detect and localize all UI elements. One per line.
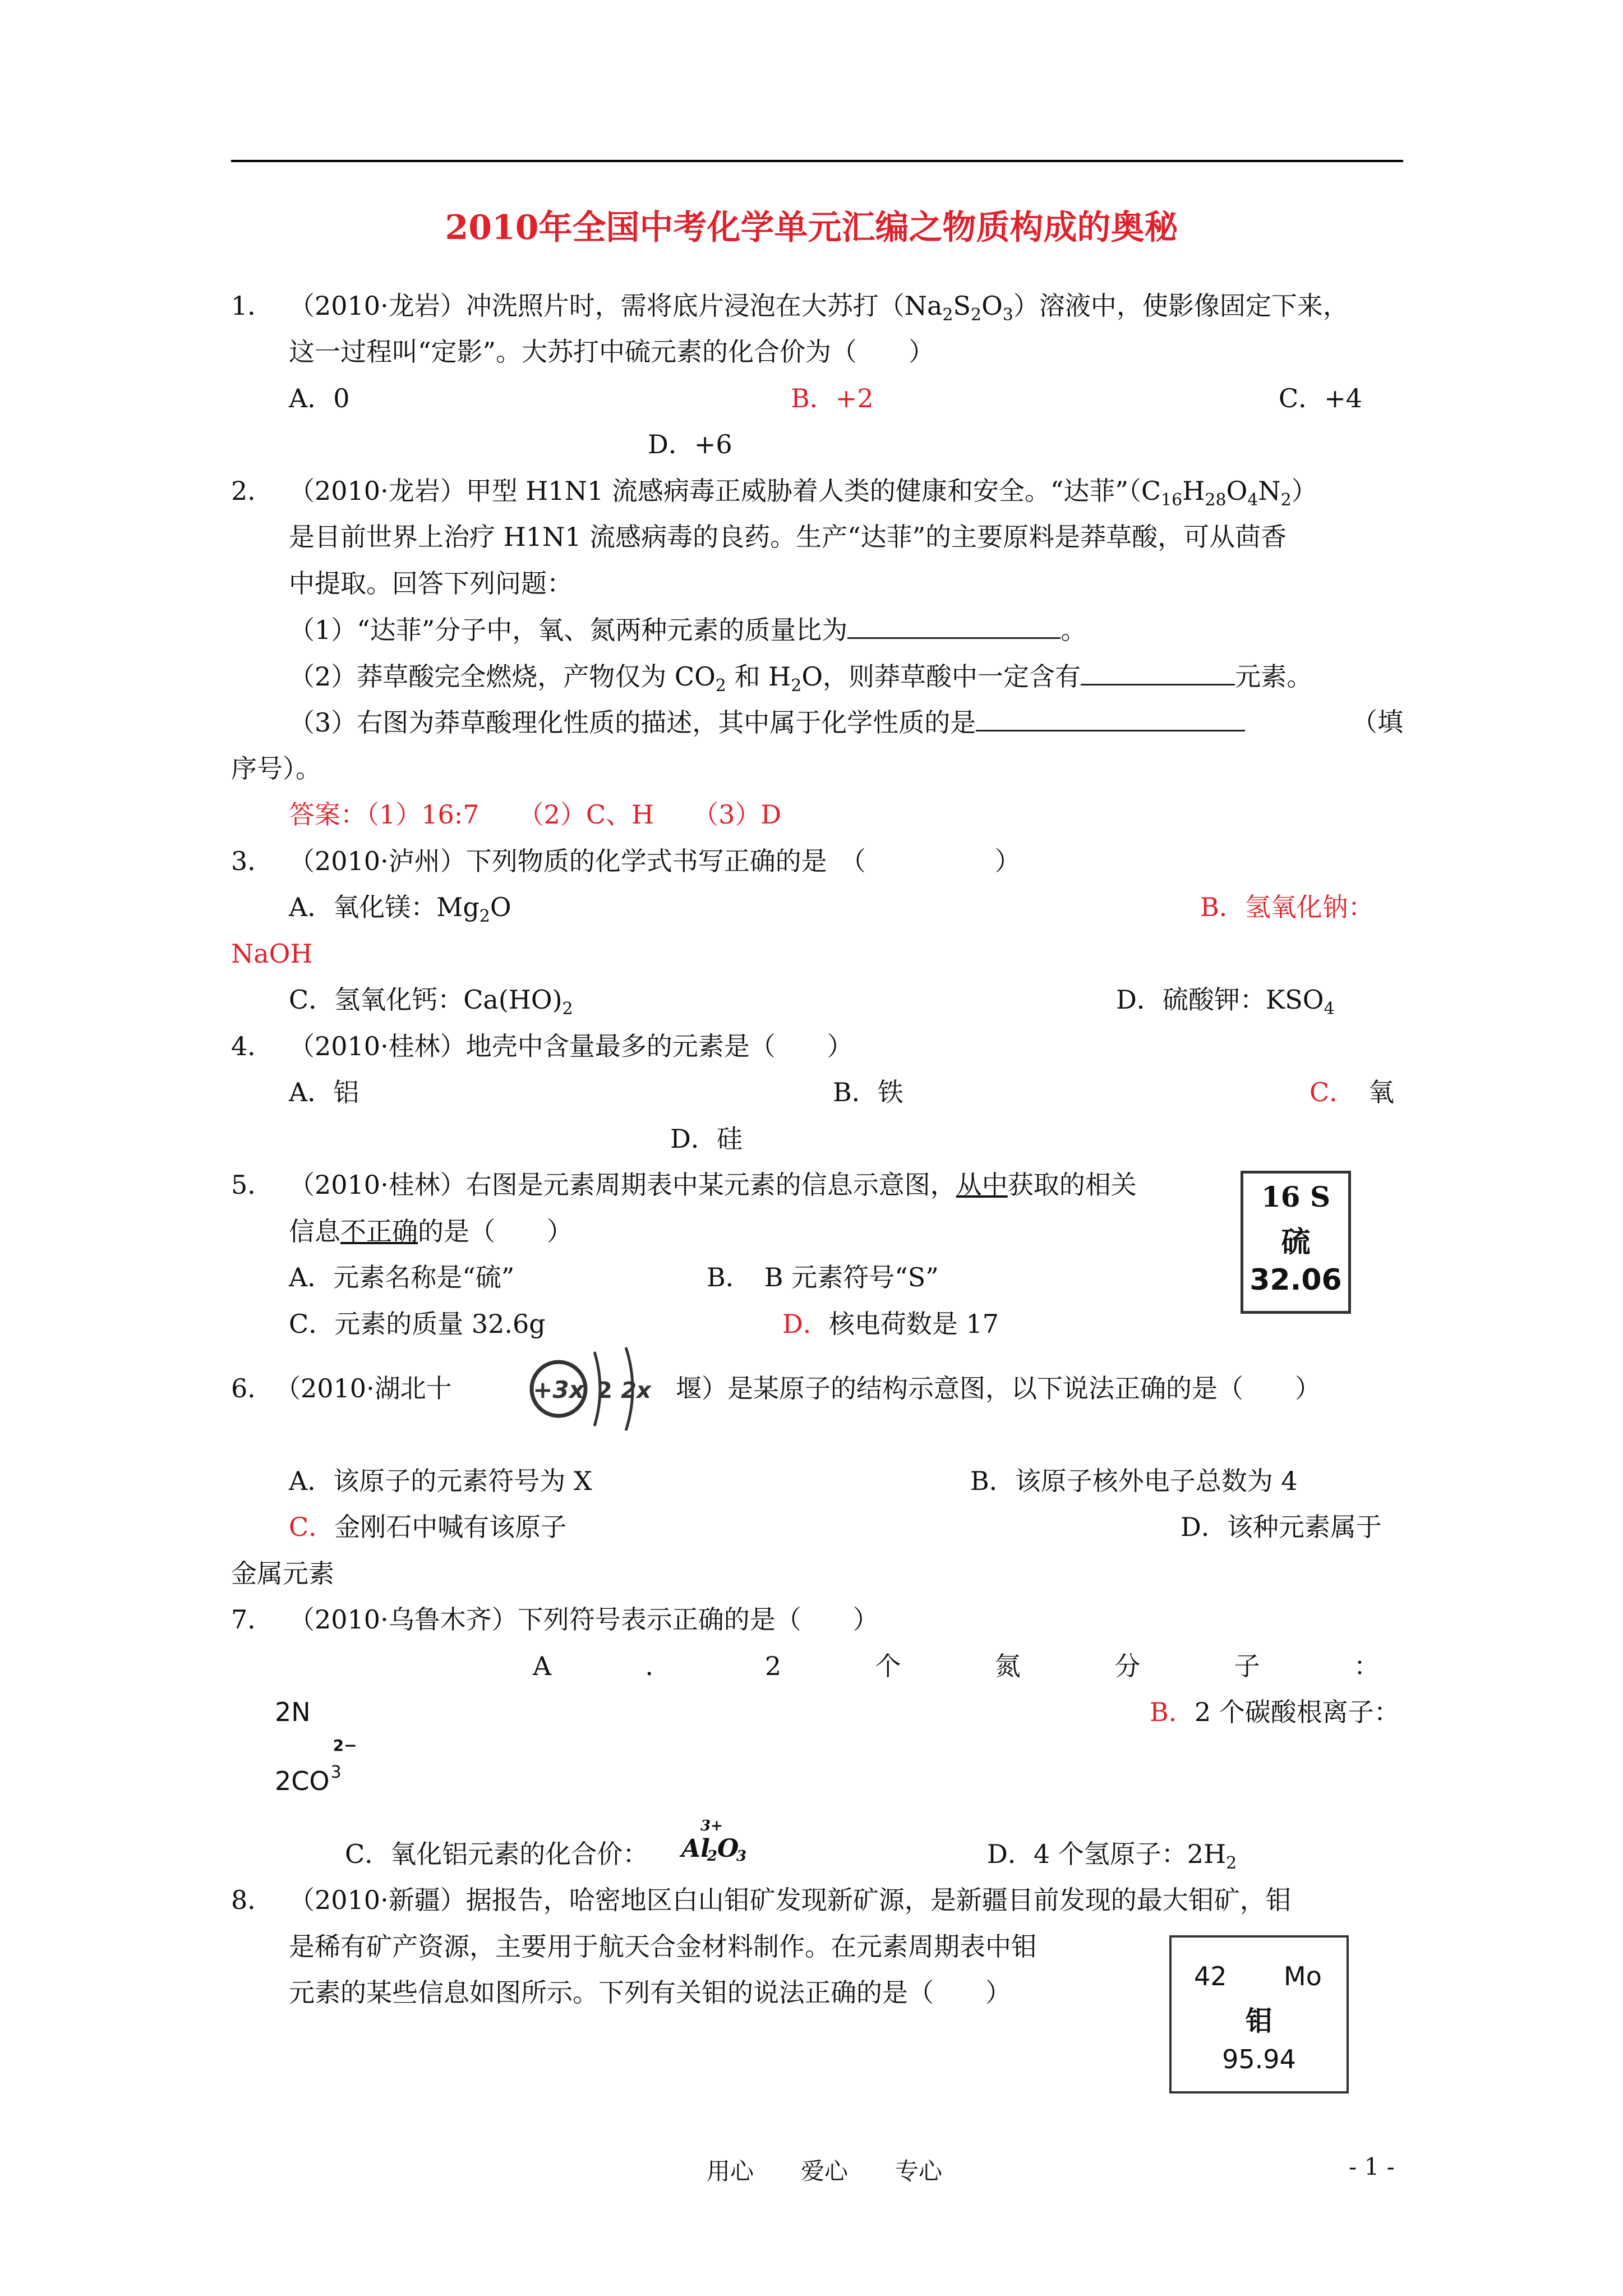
q7-option-d: D．4 个氢原子：$2H_2$ <box>987 1839 1237 1874</box>
q2-part2: （2）莽草酸完全燃烧，产物仅为 $CO_2$ 和 $H_2O$，则莽草酸中一定含有 元素。 <box>289 659 1312 693</box>
q1-number: 1． <box>231 291 274 321</box>
q6-option-a: A．该原子的元素符号为 X <box>289 1466 592 1496</box>
q6-stem-a: （2010·湖北十 <box>275 1373 452 1404</box>
q2-part3-order: 序号）。 <box>231 753 321 784</box>
q8-line3: 元素的某些信息如图所示。下列有关钼的说法正确的是（ ） <box>289 1977 1011 2008</box>
q3-option-d: D．硫酸钾：$KSO_4$ <box>1116 984 1335 1019</box>
footer-motto: 用心 爱心 专心 <box>707 2157 943 2185</box>
sulfur-name: 硫 <box>1281 1226 1311 1259</box>
sulfur-number-symbol: 16 S <box>1261 1180 1331 1213</box>
q2-answer: 答案：（1）16:7 （2）C、H （3）D <box>289 799 782 830</box>
q7-option-c-formula: 3+ Al 2 O 3 <box>681 1818 747 1865</box>
q4-stem: （2010·桂林）地壳中含量最多的元素是（ ） <box>289 1031 853 1061</box>
shell-2-electrons: 2x <box>621 1378 651 1404</box>
q7-number: 7． <box>231 1604 274 1635</box>
q5-option-a: A．元素名称是“硫” <box>289 1262 515 1292</box>
q4-option-a: A．铝 <box>289 1077 359 1107</box>
q3-stem: （2010·泸州）下列物质的化学式书写正确的是 （ ） <box>289 846 1021 876</box>
molybdenum-name: 钼 <box>1245 2005 1272 2037</box>
q2-line3: 中提取。回答下列问题： <box>289 568 573 599</box>
molybdenum-symbol: Mo <box>1284 1961 1322 1991</box>
q6-option-d: D．该种元素属于 <box>1181 1512 1382 1542</box>
q4-option-c-value: 氧 <box>1368 1077 1394 1107</box>
atom-structure-diagram <box>526 1340 655 1441</box>
q4-option-b: B．铁 <box>833 1077 903 1107</box>
q5-option-b: B． B 元素符号“S” <box>707 1262 939 1292</box>
q1-line2: 这一过程叫“定影”。大苏打中硫元素的化合价为（ ） <box>289 337 935 367</box>
q7-option-b: B．2 个碳酸根离子： <box>1150 1697 1400 1727</box>
q2-line1: （2010·龙岩）甲型 H1N1 流感病毒正威胁着人类的健康和安全。“达菲$”(C_{16}H_{28}O_4N_2)$ <box>289 476 1317 510</box>
q5-option-c: C．元素的质量 32.6g <box>289 1309 546 1339</box>
header-rule <box>231 160 1403 162</box>
q4-option-d: D．硅 <box>670 1124 743 1154</box>
molybdenum-number: 42 <box>1194 1961 1227 1991</box>
q3-option-a: A．氧化镁：$Mg_2O$ <box>289 892 511 927</box>
q7-option-a: A ． 2 个 氮 分 子 ： <box>533 1651 1380 1681</box>
q1-option-b: B．+2 <box>791 383 874 413</box>
q5-number: 5． <box>231 1170 274 1200</box>
q1-line1: （2010·龙岩）冲洗照片时，需将底片浸泡在大苏打$(Na_2S_2O_3)$溶液中，使影像固定下来， <box>289 291 1349 325</box>
q1-option-a: A．0 <box>289 383 350 413</box>
q5-option-d: D．核电荷数是 17 <box>782 1309 999 1339</box>
q5-stem: （2010·桂林）右图是元素周期表中某元素的信息示意图，从中获取的相关 <box>289 1170 1137 1200</box>
q7-option-c: C．氧化铝元素的化合价： <box>345 1839 649 1869</box>
q2-number: 2． <box>231 476 274 506</box>
page-number: - 1 - <box>1349 2153 1395 2180</box>
page-title: 2010年全国中考化学单元汇编之物质构成的奥秘 <box>445 208 1178 247</box>
q8-line1: （2010·新疆）据报告，哈密地区白山钼矿发现新矿源，是新疆目前发现的最大钼矿，钼 <box>289 1885 1292 1915</box>
q6-option-c: C．金刚石中喊有该原子 <box>289 1512 567 1542</box>
q1-option-c: C．+4 <box>1279 383 1363 413</box>
q3-option-c: C．氢氧化钙：$Ca(HO)_2$ <box>289 984 573 1019</box>
sulfur-element-box <box>1241 1171 1351 1314</box>
q2-part3-fill: （填 <box>1352 707 1403 737</box>
q2-part3: （3）右图为莽草酸理化性质的描述，其中属于化学性质的是 <box>289 705 1245 739</box>
q8-line2: 是稀有矿产资源，主要用于航天合金材料制作。在元素周期表中钼 <box>289 1931 1037 1962</box>
nucleus-charge: +3x <box>533 1376 584 1404</box>
q4-option-c: C． <box>1310 1077 1355 1107</box>
q1-option-d: D．+6 <box>648 429 732 459</box>
molybdenum-element-box <box>1169 1935 1349 2093</box>
q7-option-b-value: 2CO 3 2− <box>275 1736 357 1796</box>
q6-stem-b: 堰）是某原子的结构示意图，以下说法正确的是（ ） <box>676 1373 1321 1404</box>
q6-option-d-cont: 金属元素 <box>231 1558 334 1589</box>
molybdenum-mass: 95.94 <box>1222 2044 1296 2074</box>
shell-1-electrons: 2 <box>597 1378 612 1404</box>
q2-line2: 是目前世界上治疗 H1N1 流感病毒的良药。生产“达菲”的主要原料是莽草酸，可从茴香 <box>289 522 1287 552</box>
q4-number: 4． <box>231 1031 274 1061</box>
q7-stem: （2010·乌鲁木齐）下列符号表示正确的是（ ） <box>289 1604 879 1635</box>
q6-option-b: B．该原子核外电子总数为 4 <box>970 1466 1298 1496</box>
q8-number: 8． <box>231 1885 274 1915</box>
sulfur-mass: 32.06 <box>1249 1263 1342 1297</box>
q3-option-b-value: NaOH <box>231 938 313 969</box>
q3-number: 3． <box>231 846 274 876</box>
q2-part1: （1）“达菲”分子中，氧、氮两种元素的质量比为 。 <box>289 613 1086 647</box>
q5-line2: 信息不正确的是（ ） <box>289 1216 573 1246</box>
q7-option-a-value: 2N <box>275 1697 311 1727</box>
q6-number: 6． <box>231 1373 274 1404</box>
q3-option-b: B．氢氧化钠： <box>1200 892 1374 922</box>
